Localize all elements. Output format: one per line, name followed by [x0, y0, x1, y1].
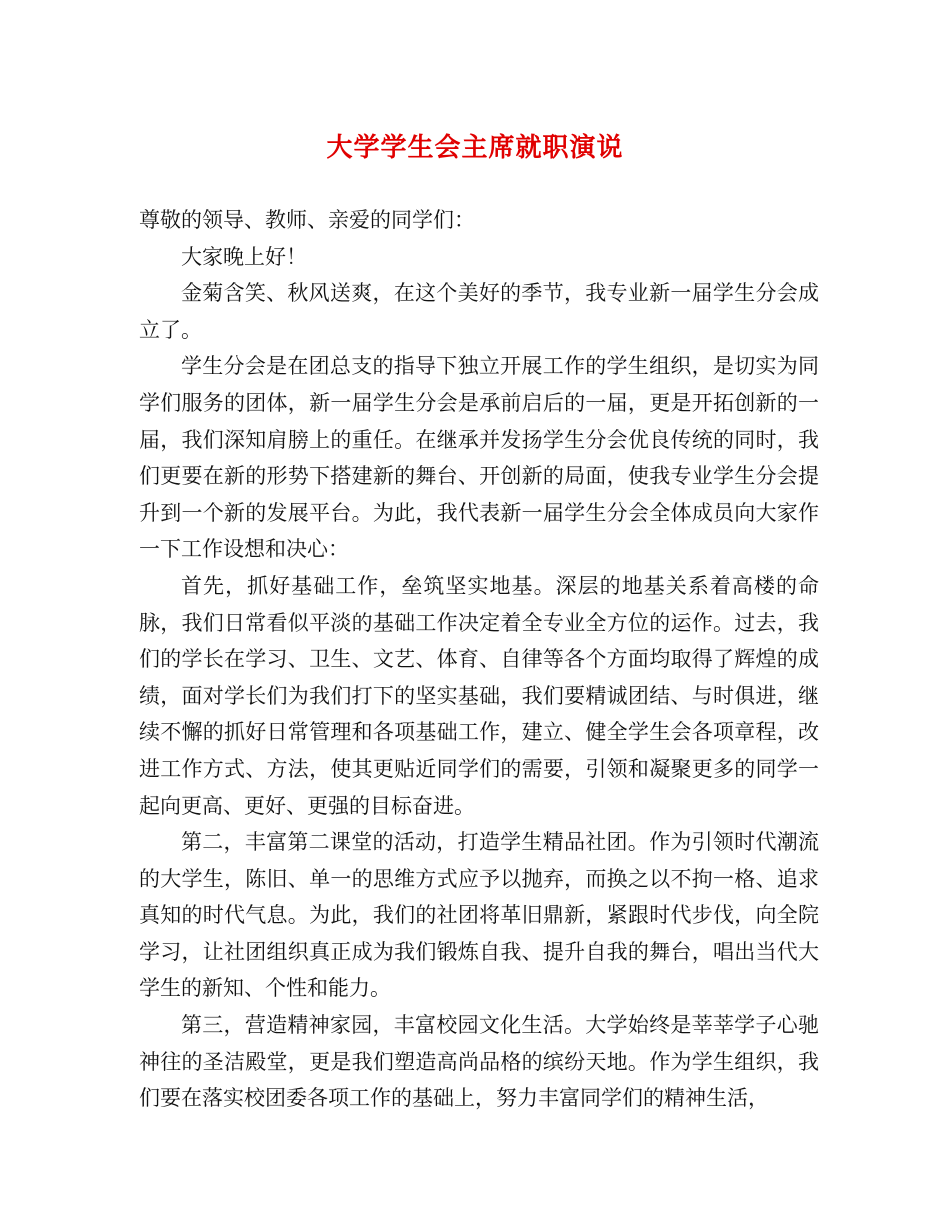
body-paragraph: 第三，营造精神家园，丰富校园文化生活。大学始终是莘莘学子心驰神往的圣洁殿堂，更是我们塑造高尚品格的缤纷天地。作为学生组织，我们要在落实校团委各项工作的基础上，努力丰富同学们的精神生活，: [139, 1013, 819, 1111]
body-paragraph: 学生分会是在团总支的指导下独立开展工作的学生组织，是切实为同学们服务的团体，新一届学生分会是承前启后的一届，更是开拓创新的一届，我们深知肩膀上的重任。在继承并发扬学生分会优良传统的同时，我们更要在新的形势下搭建新的舞台、开创新的局面，使我专业学生分会提升到一个新的发展平台。为此，我代表新一届学生分会全体成员向大家作一下工作设想和决心：: [139, 354, 819, 562]
salutation: 尊敬的领导、教师、亲爱的同学们：: [139, 208, 475, 232]
body-paragraph: 金菊含笑、秋风送爽，在这个美好的季节，我专业新一届学生分会成立了。: [139, 281, 819, 342]
document-body: [139, 202, 819, 1117]
greeting: 大家晚上好！: [181, 244, 307, 269]
body-paragraph: 首先，抓好基础工作，垒筑坚实地基。深层的地基关系着高楼的命脉，我们日常看似平淡的基础工作决定着全专业全方位的运作。过去，我们的学长在学习、卫生、文艺、体育、自律等各个方面均取得了辉煌的成绩，面对学长们为我们打下的坚实基础，我们要精诚团结、与时俱进，继续不懈的抓好日常管理和各项基础工作，建立、健全学生会各项章程，改进工作方式、方法，使其更贴近同学们的需要，引领和凝聚更多的同学一起向更高、更好、更强的目标奋进。: [139, 573, 819, 818]
body-paragraph: 第二，丰富第二课堂的活动，打造学生精品社团。作为引领时代潮流的大学生，陈旧、单一的思维方式应予以抛弃，而换之以不拘一格、追求真知的时代气息。为此，我们的社团将革旧鼎新，紧跟时代步伐，向全院学习，让社团组织真正成为我们锻炼自我、提升自我的舞台，唱出当代大学生的新知、个性和能力。: [139, 830, 819, 1001]
document-title: 大学学生会主席就职演说: [326, 133, 624, 163]
